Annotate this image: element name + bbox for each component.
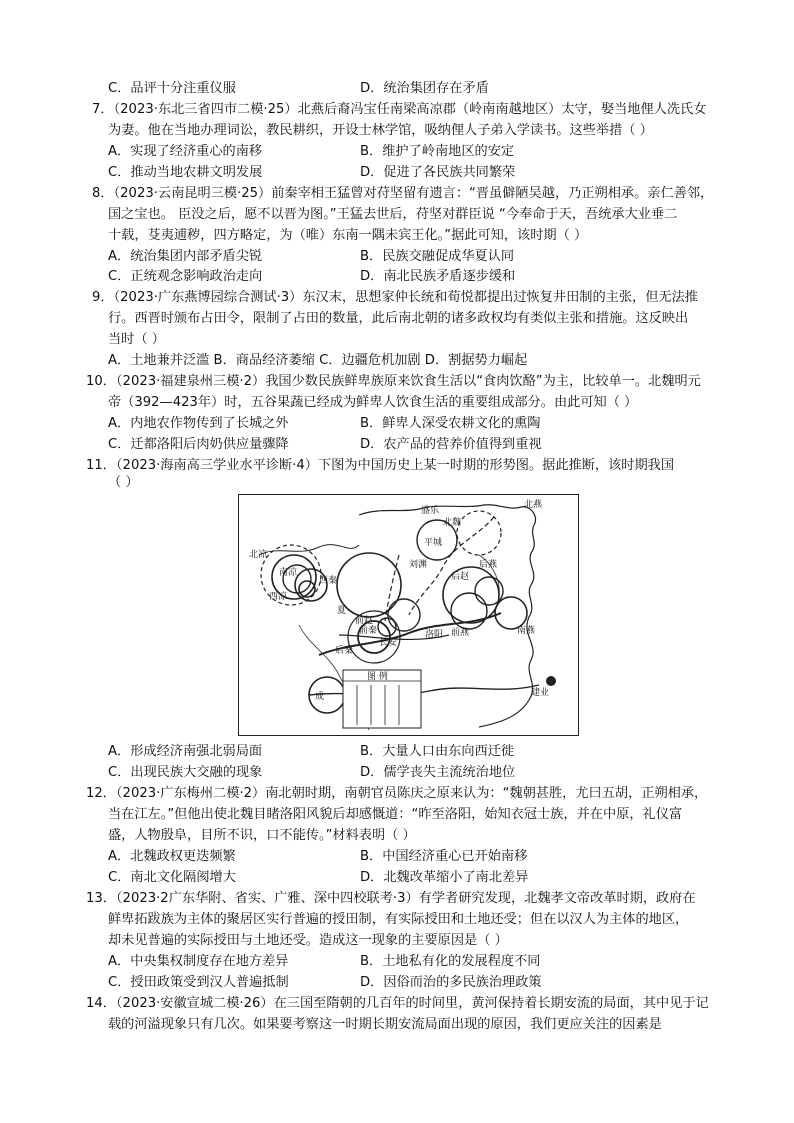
label-beiyan: 北燕 bbox=[524, 500, 543, 510]
label-shengle: 盛乐 bbox=[421, 506, 440, 516]
q10-option-b: B．鲜卑人深受农耕文化的熏陶 bbox=[360, 416, 541, 431]
q8-option-c: C．正统观念影响政治走向 bbox=[108, 269, 263, 284]
q7-stem-line1: 7．（2023·东北三省四市二模·25）北燕后裔冯宝任南梁高凉郡（岭南南越地区）太守，娶当地俚人冼氏女 bbox=[92, 102, 707, 117]
q7-option-a: A．实现了经济重心的南移 bbox=[108, 144, 263, 159]
q9-stem-line2: 行。西晋时颁布占田令，限制了占田的数量，此后南北朝的诸多政权均有类似主张和措施。这反映出 bbox=[108, 311, 689, 326]
label-qianqin: 前秦 bbox=[359, 626, 378, 636]
q12-stem-line1: 12．（2023·广东梅州二模·2）南北朝时期，南朝官员陈庆之原来认为：“魏朝甚胜，尤曰五胡，正朔相承， bbox=[86, 786, 708, 801]
q14-stem-line2: 载的河溢现象只有几次。如果要考察这一时期长期安流局面出现的原因，我们更应关注的因素是 bbox=[108, 1017, 662, 1032]
q12-stem-line3: 盛，人物殷阜，目所不识，口不能传。”材料表明（ ） bbox=[108, 828, 416, 843]
q13-option-d: D．因俗而治的多民族治理政策 bbox=[360, 975, 542, 990]
q12-option-a: A．北魏政权更迭频繁 bbox=[108, 849, 236, 864]
q8-stem-line2: 国之宝也。 臣没之后，愿不以晋为图。”王猛去世后，苻坚对群臣说 “今奉命于天，吾统承大业垂二 bbox=[108, 207, 678, 222]
label-beiwei: 北魏 bbox=[443, 518, 462, 528]
label-houqin: 后秦 bbox=[335, 646, 354, 656]
migration-arrow-2 bbox=[385, 555, 399, 621]
q8-option-d: D．南北民族矛盾逐步缓和 bbox=[360, 269, 516, 284]
q12-option-c: C．南北文化隔阂增大 bbox=[108, 870, 236, 885]
q6-option-c: C．品评十分注重仪服 bbox=[108, 81, 236, 96]
q8-stem-line3: 十载，芟夷逋秽，四方略定，为（唯）东南一隅未宾王化。”据此可知，该时期（ ） bbox=[108, 228, 588, 243]
label-xiliang: 西凉 bbox=[269, 592, 288, 602]
label-nanliang: 南凉 bbox=[279, 568, 298, 578]
q13-option-a: A．中央集权制度存在地方差异 bbox=[108, 954, 289, 969]
q13-stem-line3: 却未见普遍的实际授田与土地还受。造成这一现象的主要原因是（ ） bbox=[108, 933, 508, 948]
label-xia: 夏 bbox=[337, 606, 347, 616]
label-liuyuan: 刘渊 bbox=[409, 560, 428, 570]
q11-option-c: C．出现民族大交融的现象 bbox=[108, 765, 263, 780]
label-cheng: 成 bbox=[315, 692, 325, 702]
label-houzhao: 后赵 bbox=[451, 572, 470, 582]
label-pingcheng: 平城 bbox=[424, 538, 443, 548]
label-beiliang: 北凉 bbox=[249, 550, 268, 560]
q7-option-d: D．促进了各民族共同繁荣 bbox=[360, 165, 516, 180]
map-drawing bbox=[239, 495, 578, 735]
q10-stem-line2: 帝（392—423年）时，五谷果蔬已经成为鲜卑人饮食生活的重要组成部分。由此可知（ ） bbox=[108, 395, 638, 410]
jianye-dot bbox=[546, 676, 556, 686]
beiyan-dashed-circle bbox=[457, 511, 501, 555]
label-nanyan: 南燕 bbox=[517, 626, 536, 636]
xia-circle bbox=[388, 599, 420, 631]
q8-stem-line1: 8．（2023·云南昆明三模·25）前秦宰相王猛曾对苻坚留有遗言：“晋虽僻陋吴越，乃正朔相承。亲仁善邻， bbox=[92, 186, 714, 201]
historical-situation-map bbox=[238, 494, 579, 736]
q13-stem-line1: 13．（2023·2广东华附、省实、广雅、深中四校联考·3）有学者研究发现，北魏孝文帝改革时期，政府在 bbox=[86, 891, 696, 906]
label-changan: 长安 bbox=[379, 638, 398, 648]
q14-stem-line1: 14．（2023·安徽宣城二模·26）在三国至隋朝的几百年的时间里，黄河保持着长期安流的局面，其中见于记 bbox=[86, 996, 709, 1011]
label-houyan: 后燕 bbox=[479, 560, 498, 570]
q13-stem-line2: 鲜卑拓跋族为主体的聚居区实行普遍的授田制，有实际授田和土地还受；但在以汉人为主体的地区， bbox=[108, 912, 689, 927]
label-qianyan: 前燕 bbox=[451, 628, 470, 638]
q12-stem-line2: 当在江左。”但他出使北魏目睹洛阳风貌后却感慨道：“昨至洛阳，始知衣冠士族，并在中原，礼仪富 bbox=[108, 807, 683, 822]
q6-option-d: D．统治集团存在矛盾 bbox=[360, 81, 489, 96]
q7-option-c: C．推动当地农耕文明发展 bbox=[108, 165, 263, 180]
q10-stem-line1: 10．（2023·福建泉州三模·2）我国少数民族鲜卑族原来饮食生活以“食肉饮酪”为主，比较单一。北魏明元 bbox=[86, 374, 701, 389]
q11-stem-line1: 11．（2023·海南高三学业水平诊断·4）下图为中国历史上某一时期的形势图。据此推断，该时期我国 bbox=[86, 458, 675, 473]
label-jianye: 建业 bbox=[531, 688, 550, 698]
q11-option-b: B．大量人口由东向西迁徙 bbox=[360, 744, 515, 759]
q11-option-a: A．形成经济南强北弱局面 bbox=[108, 744, 263, 759]
q10-option-a: A．内地农作物传到了长城之外 bbox=[108, 416, 289, 431]
houzhao-large-circle bbox=[337, 553, 401, 617]
label-legend: 图 例 bbox=[367, 672, 388, 682]
q13-option-b: B．土地私有化的发展程度不同 bbox=[360, 954, 541, 969]
q7-stem-line2: 为妻。他在当地办理词讼，教民耕织，开设士林学馆，吸纳俚人子弟入学读书。这些举措（ ） bbox=[108, 123, 653, 138]
q7-option-b: B．维护了岭南地区的安定 bbox=[360, 144, 515, 159]
q8-option-a: A．统治集团内部矛盾尖锐 bbox=[108, 249, 263, 264]
q9-options: A．土地兼并泛滥 B．商品经济萎缩 C．边疆危机加剧 D．割据势力崛起 bbox=[108, 353, 528, 368]
q10-option-d: D．农产品的营养价值得到重视 bbox=[360, 437, 542, 452]
q12-option-d: D．北魏改革缩小了南北差异 bbox=[360, 870, 529, 885]
northern-border-path bbox=[259, 545, 359, 555]
q8-option-b: B．民族交融促成华夏认同 bbox=[360, 249, 515, 264]
q10-option-c: C．迁都洛阳后肉奶供应量骤降 bbox=[108, 437, 289, 452]
q11-option-d: D．儒学丧失主流统治地位 bbox=[360, 765, 516, 780]
label-luoyang: 洛阳 bbox=[425, 630, 444, 640]
label-xiqin: 西秦 bbox=[319, 576, 338, 586]
q9-stem-line1: 9．（2023·广东燕博园综合测试·3）东汉末，思想家仲长统和荀悦都提出过恢复井田制的主张，但无法推 bbox=[92, 290, 698, 305]
q9-stem-line3: 当时（ ） bbox=[108, 332, 165, 347]
q12-option-b: B．中国经济重心已开始南移 bbox=[360, 849, 528, 864]
q11-stem-line2: （ ） bbox=[108, 475, 139, 490]
q13-option-c: C．授田政策受到汉人普遍抵制 bbox=[108, 975, 289, 990]
label-qianzhao: 前赵 bbox=[355, 616, 374, 626]
